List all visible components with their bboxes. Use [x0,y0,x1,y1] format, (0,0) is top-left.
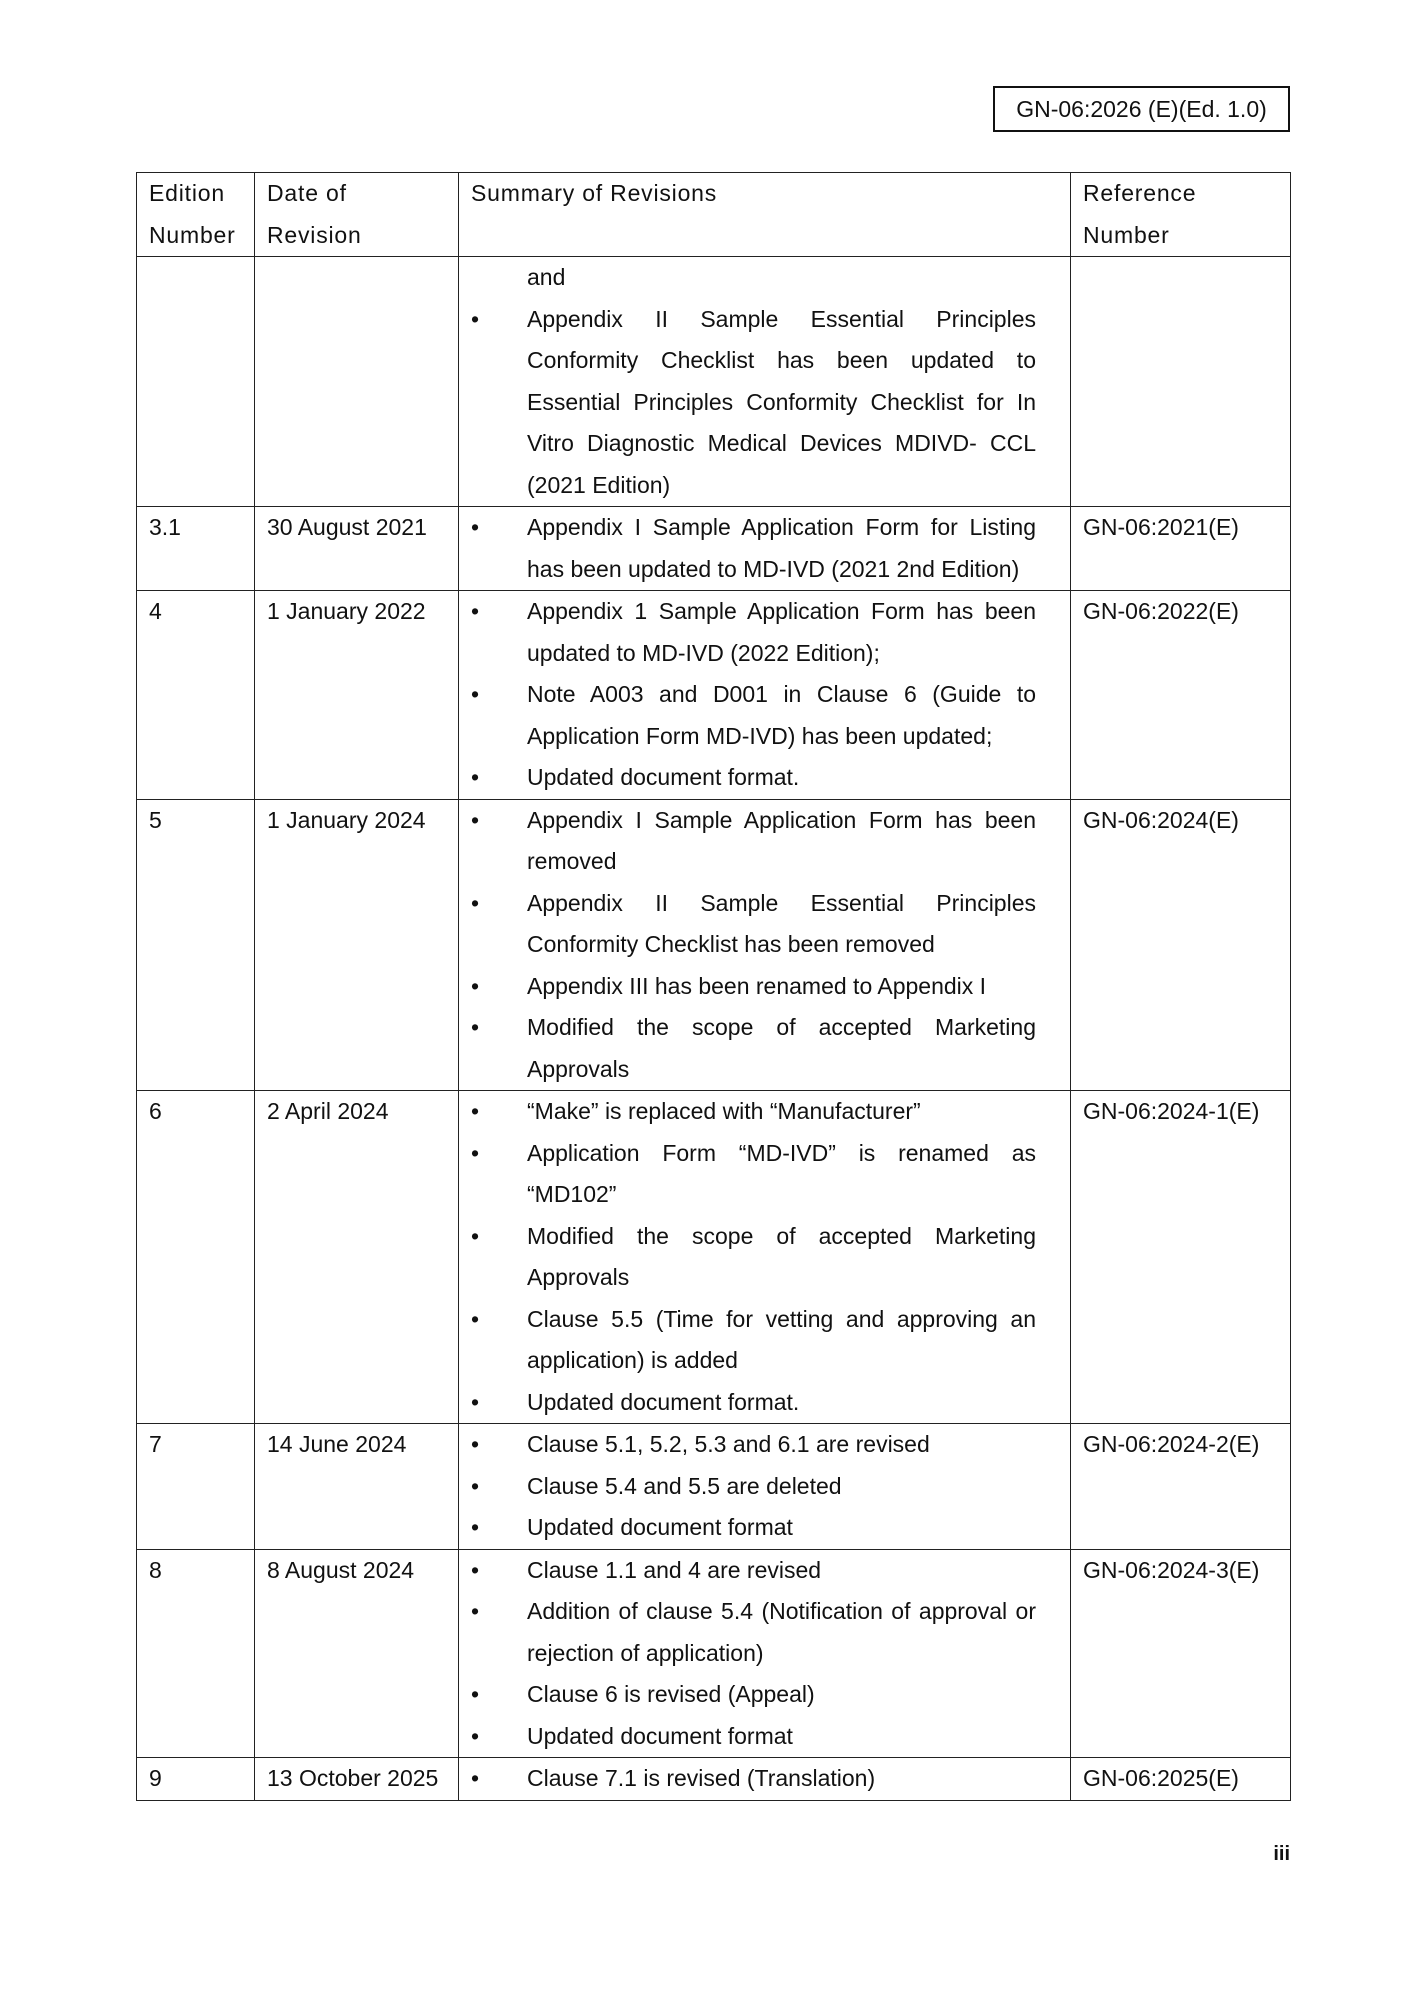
reference-number-cell: GN-06:2024-3(E) [1071,1549,1291,1758]
list-item-text: Note A003 and D001 in Clause 6 (Guide to Application Form MD-IVD) has been updated; [527,681,1036,749]
revision-date-cell [255,257,459,507]
list-item [471,1716,1060,1758]
reference-number-cell [1071,257,1291,507]
edition-number-cell: 9 [137,1758,255,1801]
revision-list [471,257,1060,506]
list-item-text: Clause 5.1, 5.2, 5.3 and 6.1 are revised [527,1431,930,1457]
bullet-icon: • [471,972,480,999]
reference-number-cell: GN-06:2024-2(E) [1071,1424,1291,1550]
header-summary-of-revisions: Summary of Revisions [459,173,1071,257]
edition-number-cell: 5 [137,799,255,1091]
list-item [471,800,1060,883]
header-edition-number: Edition Number [137,173,255,257]
table-row [137,799,1291,1091]
bullet-icon: • [471,1514,480,1540]
list-item-text: Appendix 1 Sample Application Form has been updated to MD-IVD (2022 Edition); [527,598,1036,666]
list-item [471,1133,1060,1216]
list-item-text: Modified the scope of accepted Marketing Approvals [527,1222,1036,1290]
table-row [137,1091,1291,1424]
list-item-text: Modified the scope of accepted Marketing Approvals [527,1014,1036,1082]
list-item [471,966,1060,1008]
bullet-icon: • [471,1139,480,1166]
header-date-of-revision: Date of Revision [255,173,459,257]
list-item [471,1091,1060,1133]
revision-list [471,1424,1060,1549]
bullet-icon: • [471,1014,480,1040]
revision-date-cell: 8 August 2024 [255,1549,459,1758]
list-item [471,1507,1060,1549]
list-item [471,1007,1060,1090]
bullet-icon: • [471,1765,480,1791]
summary-cell [459,1424,1071,1550]
revision-date-cell: 13 October 2025 [255,1758,459,1801]
summary-cell [459,257,1071,507]
list-item-text: Application Form “MD-IVD” is renamed as “MD102” [527,1139,1036,1207]
header-reference-number: Reference Number [1071,173,1291,257]
revision-history-table [136,172,1291,1801]
reference-number-cell: GN-06:2024-1(E) [1071,1091,1291,1424]
revision-list [471,507,1060,590]
revision-date-cell: 14 June 2024 [255,1424,459,1550]
bullet-icon: • [471,598,480,624]
list-item [471,1382,1060,1424]
list-item-text: Updated document format [527,1514,793,1540]
list-item-text: “Make” is replaced with “Manufacturer” [527,1098,921,1124]
edition-number-cell: 7 [137,1424,255,1550]
revision-date-cell: 1 January 2024 [255,799,459,1091]
list-item [471,299,1060,507]
summary-cell [459,799,1071,1091]
revision-list [471,591,1060,799]
revision-list [471,1550,1060,1758]
reference-number-cell: GN-06:2025(E) [1071,1758,1291,1801]
bullet-icon: • [471,1556,480,1583]
list-item-text: Clause 6 is revised (Appeal) [527,1681,815,1707]
list-item [471,507,1060,590]
revision-date-cell: 2 April 2024 [255,1091,459,1424]
table-row [137,591,1291,800]
list-item-text: Appendix I Sample Application Form for Listing has been updated to MD-IVD (2021 2nd Edition) [527,514,1036,582]
bullet-icon: • [471,1388,480,1415]
summary-cell [459,591,1071,800]
summary-cell [459,1758,1071,1801]
list-item-text: Updated document format. [527,1388,800,1415]
list-item [471,1466,1060,1508]
bullet-icon: • [471,889,480,916]
list-item-text: Clause 5.5 (Time for vetting and approving an application) is added [527,1305,1036,1373]
bullet-icon: • [471,1681,480,1707]
list-item-text: and [527,264,566,290]
summary-cell [459,1549,1071,1758]
bullet-icon: • [471,764,480,790]
list-item [471,257,1060,299]
bullet-icon: • [471,1098,480,1124]
list-item-text: Clause 7.1 is revised (Translation) [527,1765,876,1791]
list-item [471,674,1060,757]
revision-list [471,1758,1060,1800]
list-item-text: Addition of clause 5.4 (Notification of approval or rejection of application) [527,1598,1036,1666]
revision-list [471,1091,1060,1423]
bullet-icon: • [471,1431,480,1457]
table-row [137,507,1291,591]
list-item [471,757,1060,799]
summary-cell [459,507,1071,591]
list-item [471,1674,1060,1716]
reference-number-cell: GN-06:2021(E) [1071,507,1291,591]
bullet-icon: • [471,1598,480,1624]
edition-number-cell [137,257,255,507]
list-item-text: Appendix II Sample Essential Principles Conformity Checklist has been removed [527,889,1036,957]
edition-number-cell: 6 [137,1091,255,1424]
page-number: iii [1273,1843,1290,1865]
table-header-row [137,173,1291,257]
revision-date-cell: 30 August 2021 [255,507,459,591]
list-item-text: Clause 1.1 and 4 are revised [527,1556,822,1583]
list-item [471,1550,1060,1592]
reference-number-cell: GN-06:2022(E) [1071,591,1291,800]
bullet-icon: • [471,1305,480,1332]
list-item [471,1424,1060,1466]
list-item [471,883,1060,966]
list-item-text: Clause 5.4 and 5.5 are deleted [527,1472,842,1499]
bullet-icon: • [471,305,480,332]
list-item [471,1591,1060,1674]
list-item [471,591,1060,674]
reference-number-cell: GN-06:2024(E) [1071,799,1291,1091]
list-item-text: Appendix II Sample Essential Principles Conformity Checklist has been updated to Essential Principles Conformity Checklist for In Vitro Diagnostic Medical Devices MDIVD- CCL (2021 Edition) [527,305,1036,498]
edition-number-cell: 3.1 [137,507,255,591]
list-item [471,1216,1060,1299]
list-item-text: Updated document format. [527,764,800,790]
bullet-icon: • [471,1472,480,1499]
document-reference-box: GN-06:2026 (E)(Ed. 1.0) [993,86,1290,132]
list-item [471,1758,1060,1800]
bullet-icon: • [471,1222,480,1249]
table-row [137,1424,1291,1550]
bullet-icon: • [471,806,480,833]
table-row [137,1758,1291,1801]
edition-number-cell: 8 [137,1549,255,1758]
table-row [137,1549,1291,1758]
summary-cell [459,1091,1071,1424]
revision-list [471,800,1060,1091]
list-item-text: Appendix III has been renamed to Appendix I [527,972,987,999]
list-item-text: Appendix I Sample Application Form has been removed [527,806,1036,874]
list-item-text: Updated document format [527,1722,793,1749]
bullet-icon: • [471,1722,480,1749]
bullet-icon: • [471,681,480,707]
list-item [471,1299,1060,1382]
revision-date-cell: 1 January 2022 [255,591,459,800]
table-row [137,257,1291,507]
bullet-icon: • [471,514,480,540]
edition-number-cell: 4 [137,591,255,800]
